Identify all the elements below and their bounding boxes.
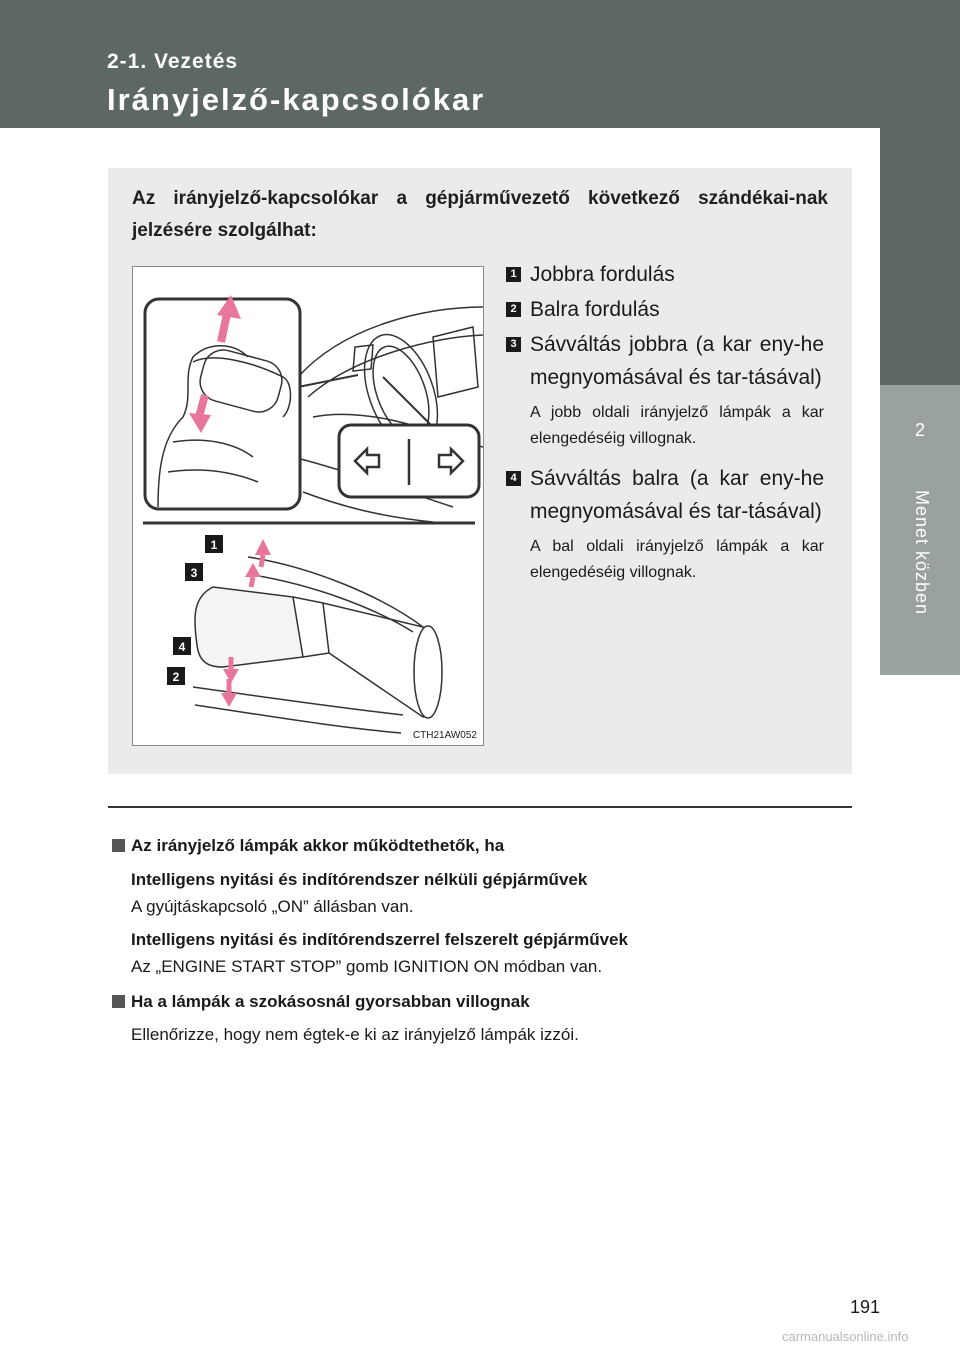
item-text: Balra fordulás	[530, 298, 660, 321]
callout-4-label: 4	[178, 640, 186, 654]
item-number: 1	[506, 267, 521, 282]
watermark: carmanualsonline.info	[782, 1329, 909, 1344]
note-heading-text: Az irányjelző lámpák akkor működtethetők, ha	[131, 836, 505, 855]
note-heading-text: Ha a lámpák a szokásosnál gyorsabban villognak	[131, 992, 530, 1011]
note-body: Az „ENGINE START STOP” gomb IGNITION ON módban van.	[131, 957, 603, 976]
chapter-number: 2	[914, 420, 925, 440]
square-bullet-icon	[112, 839, 125, 852]
square-bullet-icon	[112, 995, 125, 1008]
note-subheading: Intelligens nyitási és indítórendszerrel felszerelt gépjárművek	[131, 930, 628, 949]
chapter-tab	[880, 0, 960, 1352]
chapter-name: Menet közben	[912, 490, 932, 616]
list-item	[506, 328, 824, 452]
header-bar	[0, 0, 880, 128]
item-note: A bal oldali irányjelző lámpák a kar elengedéséig villognak.	[530, 538, 824, 581]
note-heading	[112, 832, 852, 860]
numbered-list	[506, 258, 824, 596]
callout-2-label: 2	[172, 670, 180, 684]
item-number: 2	[506, 302, 521, 317]
item-number: 3	[506, 337, 521, 352]
figure-code: CTH21AW052	[412, 730, 477, 741]
note-body: Ellenőrizze, hogy nem égtek-e ki az irányjelző lámpák izzói.	[131, 1025, 579, 1044]
section-label: 2-1. Vezetés	[107, 50, 239, 73]
item-number: 4	[506, 471, 521, 486]
item-text: Sávváltás jobbra (a kar eny-he megnyomásával és tar-tásával)	[530, 333, 824, 389]
page-number: 191	[850, 1297, 881, 1317]
section-divider	[108, 806, 852, 808]
page-title: Irányjelző-kapcsolókar	[107, 82, 486, 117]
note-body: A gyújtáskapcsoló „ON” állásban van.	[131, 897, 414, 916]
list-item	[506, 293, 824, 326]
item-text: Jobbra fordulás	[530, 263, 675, 286]
list-item	[506, 462, 824, 586]
lever-drawing	[133, 267, 483, 745]
callout-1-label: 1	[210, 538, 218, 552]
note-heading	[112, 988, 852, 1016]
item-text: Sávváltás balra (a kar eny-he megnyomásával és tar-tásával)	[530, 467, 824, 523]
notes-section	[112, 832, 852, 1048]
intro-text: Az irányjelző-kapcsolókar a gépjárművezető következő szándékai-nak jelzésére szolgálhat:	[132, 188, 828, 241]
callout-3-label: 3	[190, 566, 198, 580]
chapter-tab-upper	[880, 0, 960, 385]
list-item	[506, 258, 824, 291]
note-subheading: Intelligens nyitási és indítórendszer nélküli gépjárművek	[131, 870, 588, 889]
item-note: A jobb oldali irányjelző lámpák a kar elengedéséig villognak.	[530, 404, 824, 447]
turn-signal-lever-illustration	[132, 266, 484, 746]
